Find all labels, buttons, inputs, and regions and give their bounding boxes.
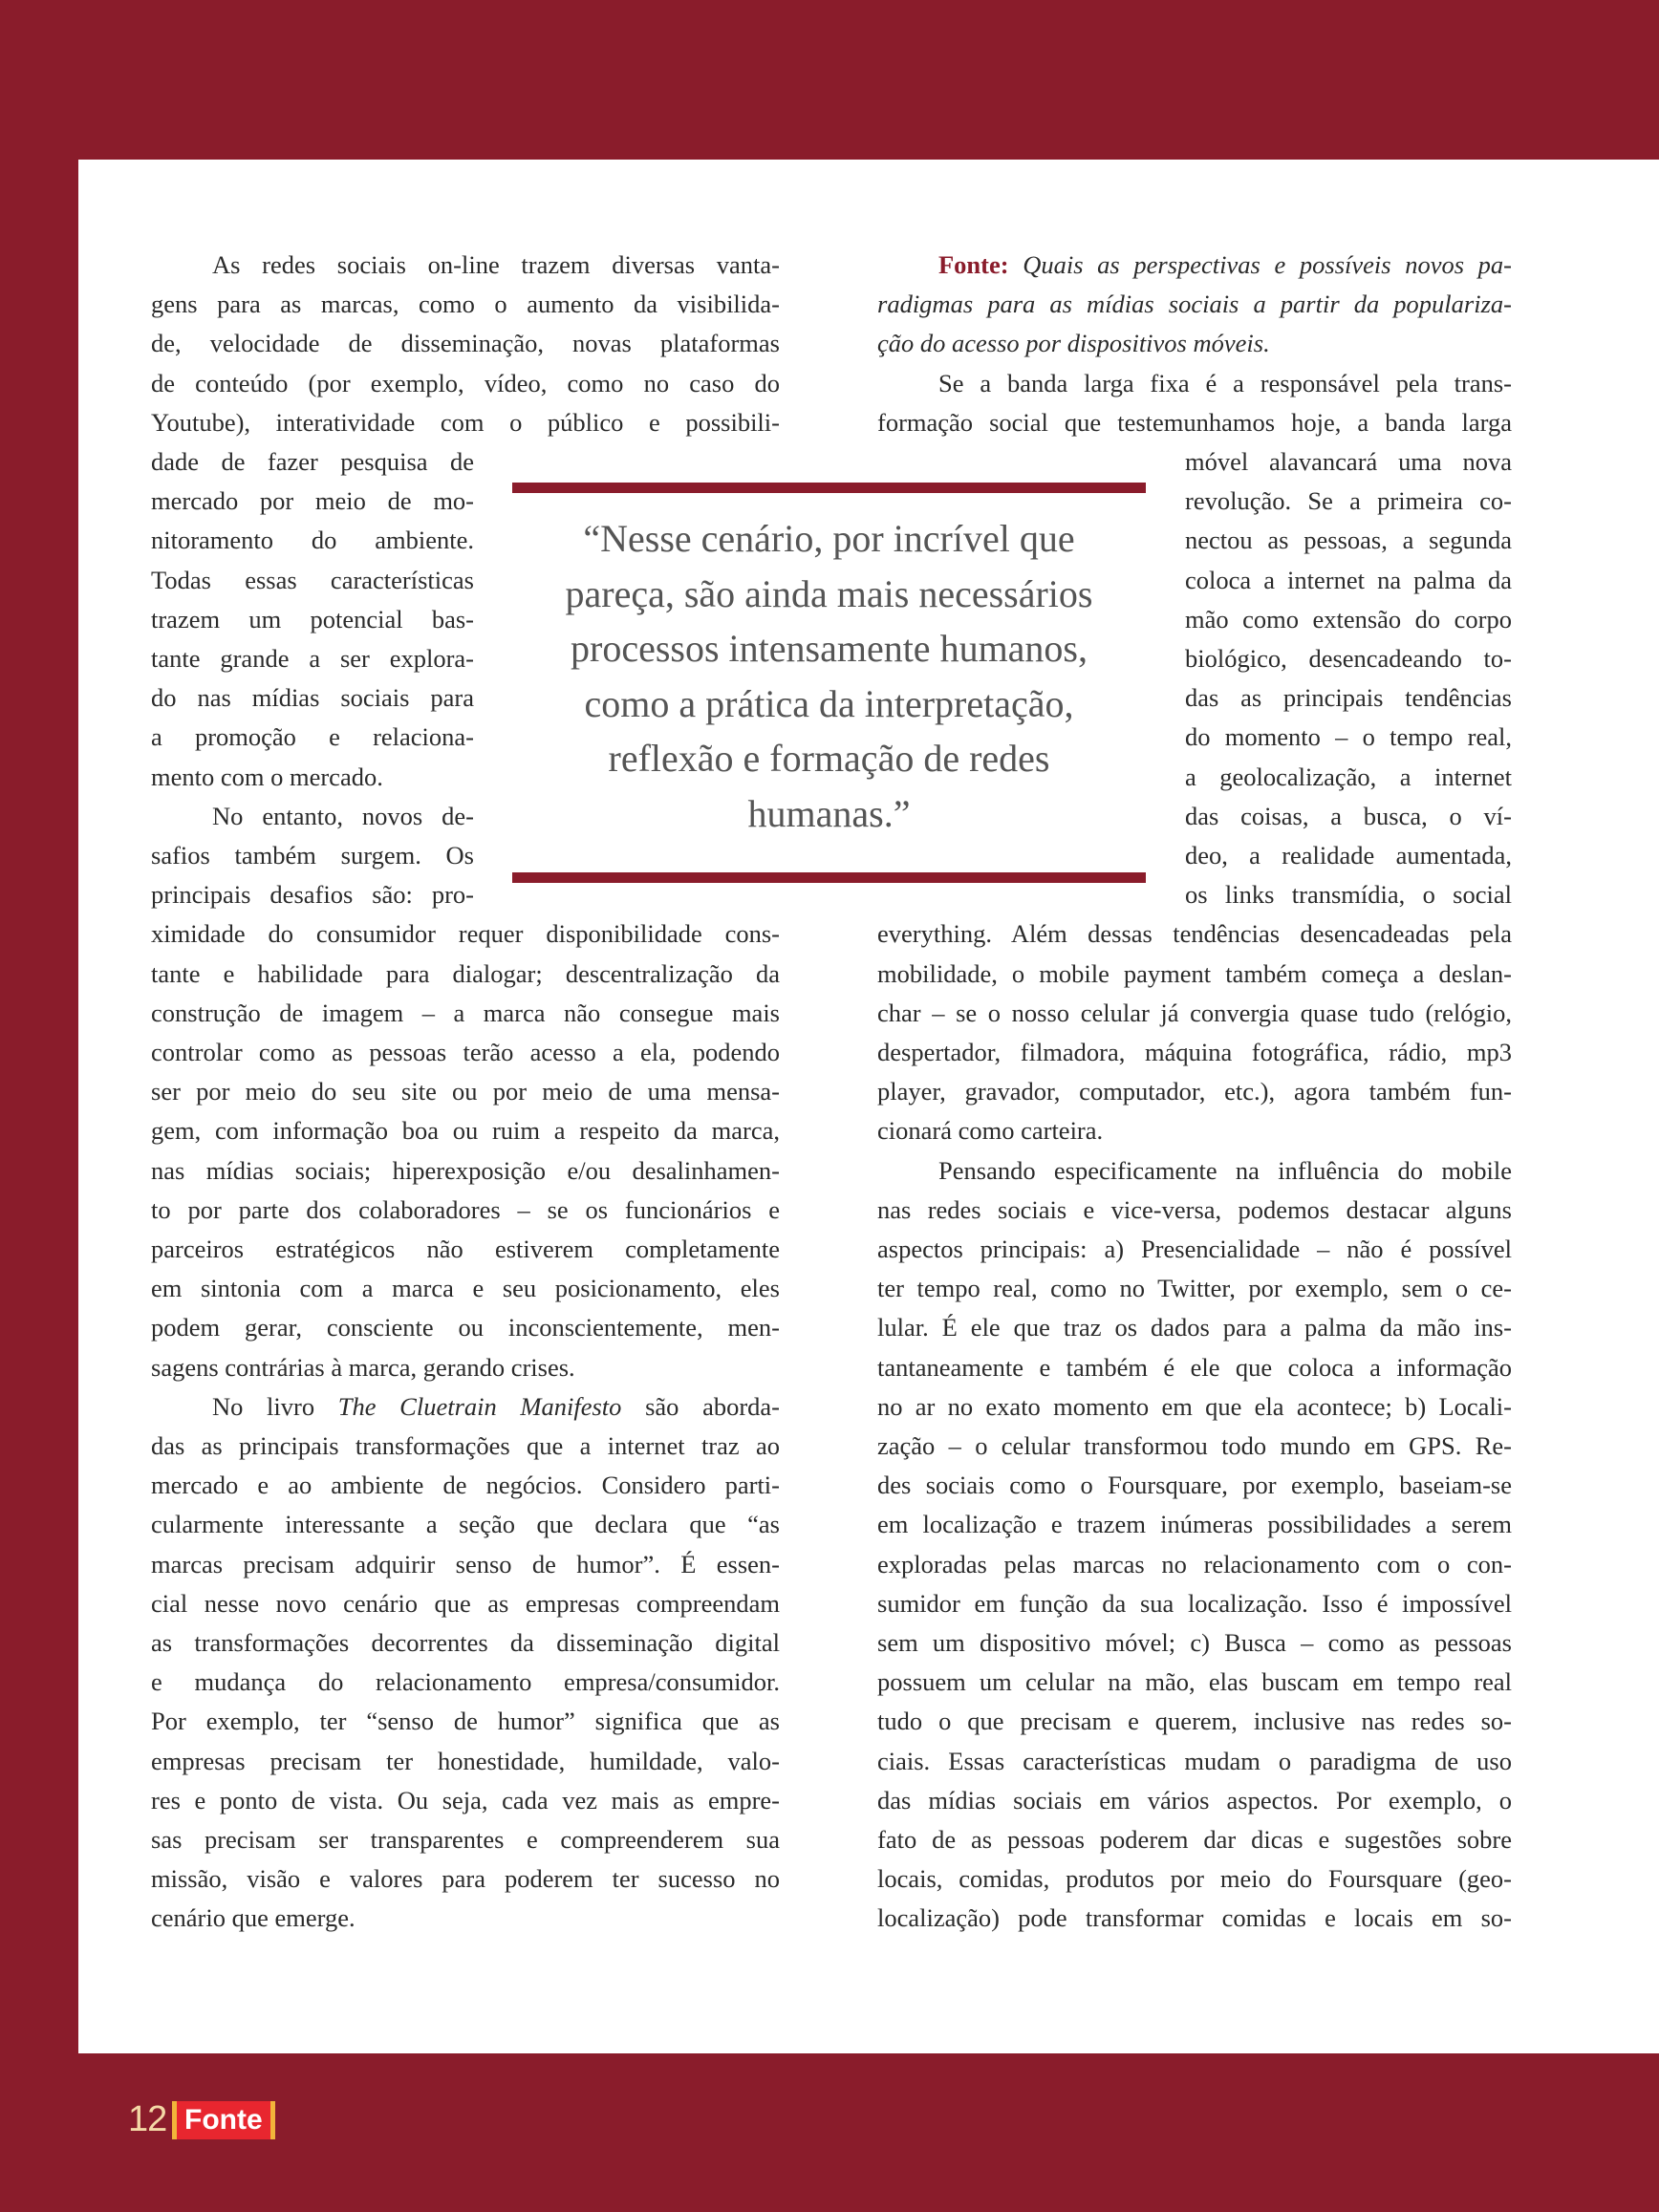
left-column-line: Youtube), interatividade com o público e possibili- (151, 407, 780, 437)
left-column-line: cial nesse novo cenário que as empresas compreendam (151, 1588, 780, 1618)
left-column-line: parceiros estratégicos não estiverem completamente (151, 1235, 780, 1263)
left-column-line: missão, visão e valores para poderem ter sucesso no (151, 1864, 780, 1894)
right-column-line: aspectos principais: a) Presencialidade – não é possível (877, 1235, 1512, 1263)
right-column-line: tantaneamente e também é ele que coloca a informação (877, 1352, 1512, 1382)
left-column-line: dade de fazer pesquisa de (151, 447, 474, 476)
left-column-line: de conteúdo (por exemplo, vídeo, como no caso do (151, 368, 780, 397)
left-column-line: cularmente interessante a seção que declara que “as (151, 1510, 780, 1539)
left-column-line: nitoramento do ambiente. (151, 526, 474, 555)
pull-quote-line: como a prática da interpretação, (584, 681, 1074, 725)
right-column-line: formação social que testemunhamos hoje, a banda larga (877, 407, 1512, 437)
pull-quote-line: processos intensamente humanos, (571, 627, 1088, 670)
right-column-line: mão como extensão do corpo (1185, 604, 1512, 634)
left-column-line: a promoção e relaciona- (151, 722, 474, 752)
left-column-line: trazem um potencial bas- (151, 604, 474, 634)
right-column-line: ção do acesso por dispositivos móveis. (877, 329, 1270, 358)
right-column-line: os links transmídia, o social (1185, 880, 1512, 910)
left-column-line: safios também surgem. Os (151, 841, 474, 870)
right-column-line: biológico, desencadeando to- (1185, 644, 1512, 673)
left-column-line: Por exemplo, ter “senso de humor” significa que as (151, 1707, 780, 1736)
source-text: Quais as perspectivas e possíveis novos pa- (1008, 250, 1512, 279)
right-column-line: móvel alavancará uma nova (1185, 447, 1512, 476)
right-column-line: char – se o nosso celular já convergia quase tudo (relógio, (877, 998, 1512, 1027)
right-column-line: do momento – o tempo real, (1185, 722, 1512, 752)
left-column-line: Todas essas características (151, 565, 474, 594)
left-column-line: As redes sociais on-line trazem diversas vanta- (212, 250, 780, 279)
right-column-line (938, 246, 1512, 285)
left-column-line: sas precisam ser transparentes e compreenderem sua (151, 1825, 780, 1854)
right-column-line: possuem um celular na mão, elas buscam em tempo real (877, 1667, 1512, 1697)
pull-quote-top-rule (512, 483, 1146, 493)
left-column-line: controlar como as pessoas terão acesso a ela, podendo (151, 1038, 780, 1066)
right-column-line: Pensando especificamente na influência do mobile (938, 1155, 1512, 1185)
left-column-line: e mudança do relacionamento empresa/consumidor. (151, 1667, 780, 1697)
left-column-line: mercado por meio de mo- (151, 486, 474, 516)
book-title: The Cluetrain Manifesto (337, 1391, 622, 1421)
right-column-line: fato de as pessoas poderem dar dicas e sugestões sobre (877, 1825, 1512, 1854)
left-column-line: ser por meio do seu site ou por meio de uma mensa- (151, 1077, 780, 1106)
right-column-line: everything. Além dessas tendências desencadeadas pela (877, 919, 1512, 949)
right-column-line: des sociais como o Foursquare, por exemplo, baseiam-se (877, 1471, 1512, 1500)
source-label: Fonte: (938, 250, 1009, 279)
fonte-logo: Fonte (172, 2101, 275, 2139)
pull-quote (512, 511, 1146, 841)
right-column-line: ter tempo real, como no Twitter, por exemplo, sem o ce- (877, 1274, 1512, 1303)
left-column-line: marcas precisam adquirir senso de humor”. É essen- (151, 1549, 780, 1578)
left-column-line: to por parte dos colaboradores – se os funcionários e (151, 1194, 780, 1224)
right-column-line: Se a banda larga fixa é a responsável pela trans- (938, 368, 1512, 397)
pull-quote-line: reflexão e formação de redes (608, 737, 1050, 780)
pull-quote-line: pareça, são ainda mais necessários (565, 571, 1093, 615)
right-column-line: exploradas pelas marcas no relacionamento com o con- (877, 1549, 1512, 1578)
left-column-line: do nas mídias sociais para (151, 683, 474, 713)
right-column-line: coloca a internet na palma da (1185, 565, 1512, 594)
left-column-line: empresas precisam ter honestidade, humildade, valo- (151, 1746, 780, 1775)
left-column-line: as transformações decorrentes da disseminação digital (151, 1628, 780, 1657)
pull-quote-line: “Nesse cenário, por incrível que (583, 517, 1075, 560)
right-column-line: no ar no exato momento em que ela acontece; b) Locali- (877, 1391, 1512, 1421)
left-column-line: No entanto, novos de- (212, 801, 474, 830)
page-number: 12 (128, 2099, 167, 2139)
right-column-line: ciais. Essas características mudam o paradigma de uso (877, 1746, 1512, 1775)
right-column-line: das coisas, a busca, o ví- (1185, 801, 1512, 830)
left-column-line: tante grande a ser explora- (151, 644, 474, 673)
right-column-line: das mídias sociais em vários aspectos. Por exemplo, o (877, 1785, 1512, 1815)
left-column-line: cenário que emerge. (151, 1903, 356, 1933)
left-column-line: tante e habilidade para dialogar; descentralização da (151, 958, 780, 988)
left-column-line: gem, com informação boa ou ruim a respeito da marca, (151, 1116, 780, 1146)
right-column-line: revolução. Se a primeira co- (1185, 486, 1512, 516)
left-column-line: ximidade do consumidor requer disponibilidade cons- (151, 919, 780, 949)
pull-quote-line: humanas.” (747, 791, 911, 835)
left-column-line: mento com o mercado. (151, 762, 383, 791)
right-column-line: localização) pode transformar comidas e locais em so- (877, 1903, 1512, 1933)
right-column-line: radigmas para as mídias sociais a partir da populariza- (877, 290, 1512, 319)
right-column-line: player, gravador, computador, etc.), agora também fun- (877, 1077, 1512, 1106)
right-column-line: mobilidade, o mobile payment também começa a deslan- (877, 958, 1512, 988)
right-column-line: lular. É ele que traz os dados para a palma da mão ins- (877, 1313, 1512, 1342)
right-column-line: zação – o celular transformou todo mundo em GPS. Re- (877, 1431, 1512, 1460)
left-column-line: principais desafios são: pro- (151, 880, 474, 910)
right-column-line: tudo o que precisam e querem, inclusive nas redes so- (877, 1707, 1512, 1736)
right-column-line: despertador, filmadora, máquina fotográfica, rádio, mp3 (877, 1038, 1512, 1066)
left-column-line: de, velocidade de disseminação, novas plataformas (151, 329, 780, 358)
left-column-line: mercado e ao ambiente de negócios. Considero parti- (151, 1471, 780, 1500)
right-column-line: sem um dispositivo móvel; c) Busca – como as pessoas (877, 1628, 1512, 1657)
left-column-line: podem gerar, consciente ou inconscientemente, men- (151, 1313, 780, 1342)
right-column-line: sumidor em função da sua localização. Isso é impossível (877, 1588, 1512, 1618)
left-column-line: gens para as marcas, como o aumento da visibilida- (151, 290, 780, 319)
left-column-line: em sintonia com a marca e seu posicionamento, eles (151, 1274, 780, 1303)
pull-quote-bottom-rule (512, 872, 1146, 883)
right-column-line: das as principais tendências (1185, 683, 1512, 713)
right-column-line: a geolocalização, a internet (1185, 762, 1512, 791)
right-column-line: nas redes sociais e vice-versa, podemos destacar alguns (877, 1194, 1512, 1224)
right-column-line: deo, a realidade aumentada, (1185, 841, 1512, 870)
right-column-line: locais, comidas, produtos por meio do Foursquare (geo- (877, 1864, 1512, 1894)
left-column-line: construção de imagem – a marca não consegue mais (151, 998, 780, 1027)
left-column-line: res e ponto de vista. Ou seja, cada vez mais as empre- (151, 1785, 780, 1815)
left-column-line: sagens contrárias à marca, gerando crises. (151, 1352, 575, 1382)
left-column-line: das as principais transformações que a internet traz ao (151, 1431, 780, 1460)
right-column-line: cionará como carteira. (877, 1116, 1104, 1146)
right-column-line: nectou as pessoas, a segunda (1185, 526, 1512, 555)
left-column-line: nas mídias sociais; hiperexposição e/ou desalinhamen- (151, 1155, 780, 1185)
right-column-line: em localização e trazem inúmeras possibilidades a serem (877, 1510, 1512, 1539)
left-column-line: No livro The Cluetrain Manifesto são aborda- (212, 1391, 780, 1421)
